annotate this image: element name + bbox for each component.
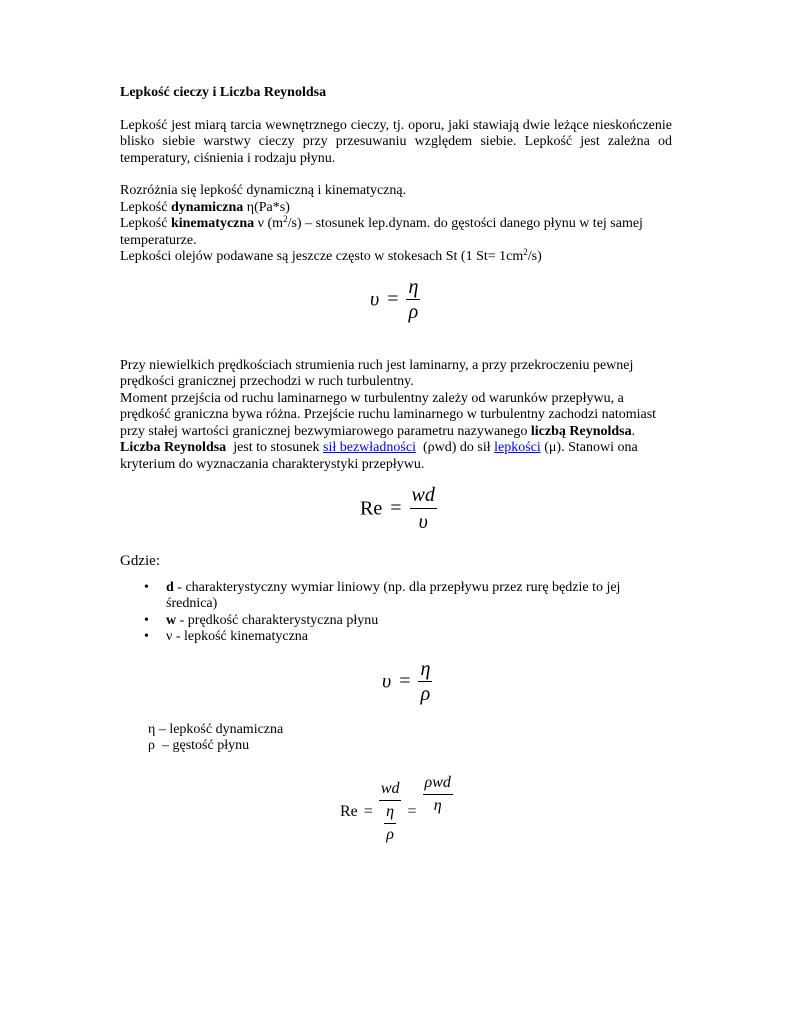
transition-end: . bbox=[631, 423, 636, 439]
formula2-eq: = bbox=[390, 497, 402, 520]
formula2-fraction bbox=[410, 483, 437, 534]
formula4-eq1: = bbox=[363, 802, 373, 820]
symbol-definitions bbox=[148, 722, 672, 755]
formula3-lhs: υ bbox=[382, 669, 392, 692]
intro-paragraph: Lepkość jest miarą tarcia wewnętrznego cieczy, tj. oporu, jaki stawiają dwie leżące nieskończenie blisko siebie warstwy cieczy przy przesuwaniu względem siebie. Lepkość jest zależna od temperatury, ciśnienia i rodzaju płynu. bbox=[120, 117, 672, 166]
formula2-den: υ bbox=[418, 511, 428, 533]
formula4-num1: wd bbox=[379, 779, 402, 801]
eta-symbol: η bbox=[246, 199, 255, 215]
kinematic-unit-close: /s) bbox=[287, 216, 302, 231]
reynolds-text1: jest to stosunek bbox=[226, 440, 324, 455]
viscosity-link[interactable]: lepkości bbox=[494, 440, 541, 455]
list-item bbox=[166, 613, 672, 630]
kinematic-unit-sup: 2 bbox=[283, 214, 288, 224]
formula1-eq: = bbox=[387, 287, 399, 310]
kinematic-rest: – stosunek lep.dynam. do gęstości danego płynu w tej samej temperaturze. bbox=[120, 216, 643, 248]
document-page bbox=[120, 85, 672, 845]
transition-text: Moment przejścia od ruchu laminarnego w turbulentny zależy od warunków przepływu, a prędkość graniczna bywa różna. Przejście ruchu laminarnego w turbulentny zachodzi natomiast przy stałej wartości granicznej bezwymiarowego parametru nazywanego bbox=[120, 390, 657, 439]
bullet-text: - prędkość charakterystyczna płynu bbox=[176, 612, 379, 628]
formula1-lhs: υ bbox=[370, 287, 380, 310]
dynamic-prefix: Lepkość bbox=[120, 199, 171, 215]
oils-sup: 2 bbox=[523, 247, 528, 257]
laminar-paragraph: Przy niewielkich prędkościach strumienia ruch jest laminarny, a przy przekroczeniu pewnej prędkości granicznej przechodzi w ruch turbulentny. bbox=[120, 357, 634, 389]
formula4-inner-num: η bbox=[384, 802, 396, 824]
formula1-num: η bbox=[408, 275, 419, 298]
bullet-text: - lepkość kinematyczna bbox=[172, 629, 309, 644]
oils-close: /s) bbox=[527, 249, 542, 264]
list-item bbox=[166, 629, 672, 646]
formula4-inner-den: ρ bbox=[386, 825, 394, 843]
kinematic-unit-open: (m bbox=[264, 216, 284, 231]
kinematic-prefix: Lepkość bbox=[120, 216, 171, 231]
spacer bbox=[120, 336, 672, 358]
formula-re-combined bbox=[120, 755, 672, 845]
formula4-right-fraction bbox=[423, 773, 453, 816]
formula-nu-eta-rho bbox=[120, 266, 672, 336]
formula3-fraction bbox=[418, 658, 432, 705]
formula4-den2: η bbox=[433, 796, 442, 814]
formula-nu-eta-rho-2 bbox=[120, 646, 672, 722]
dynamic-unit: (Pa*s) bbox=[254, 199, 290, 215]
reynolds-definition bbox=[120, 440, 672, 473]
list-item bbox=[166, 580, 672, 613]
formula4-eq2: = bbox=[407, 802, 417, 820]
spacer bbox=[120, 167, 672, 183]
formula4-outer-fraction bbox=[379, 779, 402, 845]
rho-definition: ρ – gęstość płynu bbox=[148, 738, 250, 753]
formula2-lhs: Re bbox=[360, 497, 383, 520]
bullet-symbol: d bbox=[166, 579, 174, 595]
formula2-num: wd bbox=[410, 483, 437, 509]
formula4-lhs: Re bbox=[340, 802, 358, 820]
kinematic-viscosity-line bbox=[120, 216, 672, 249]
formula4-inner-fraction bbox=[379, 801, 402, 845]
transition-bold: liczbą Reynoldsa bbox=[530, 423, 632, 439]
transition-paragraph bbox=[120, 391, 672, 441]
eta-definition: η – lepkość dynamiczna bbox=[148, 721, 284, 737]
formula4-num2: ρwd bbox=[423, 773, 453, 795]
reynolds-text2: (ρwd) do sił bbox=[415, 440, 495, 455]
kinematic-bold: kinematyczna bbox=[170, 216, 255, 231]
oils-text: Lepkości olejów podawane są jeszcze często w stokesach St (1 St= 1cm bbox=[120, 249, 524, 264]
reynolds-text3: (μ). Stanowi ona kryterium do wyznaczania charakterystyki przepływu. bbox=[120, 440, 638, 472]
inertia-forces-link[interactable]: sił bezwładności bbox=[323, 440, 416, 455]
where-label: Gdzie: bbox=[120, 553, 160, 569]
bullet-symbol: w bbox=[166, 612, 177, 628]
formula3-den: ρ bbox=[420, 682, 431, 705]
formula1-fraction bbox=[406, 276, 420, 323]
oils-line bbox=[120, 249, 672, 266]
bullet-text: - charakterystyczny wymiar liniowy (np. dla przepływu przez rurę będzie to jej średnica) bbox=[166, 579, 621, 611]
distinction-line: Rozróżnia się lepkość dynamiczną i kinematyczną. bbox=[120, 183, 407, 198]
dynamic-viscosity-line bbox=[120, 200, 672, 217]
formula-re-wd-nu bbox=[120, 473, 672, 553]
reynolds-bold: Liczba Reynoldsa bbox=[120, 440, 227, 455]
document-title: Lepkość cieczy i Liczba Reynoldsa bbox=[120, 85, 327, 100]
formula3-num: η bbox=[420, 657, 431, 680]
bullet-symbol: ν bbox=[166, 629, 173, 644]
dynamic-bold: dynamiczna bbox=[170, 199, 244, 215]
formula3-eq: = bbox=[399, 669, 411, 692]
formula1-den: ρ bbox=[408, 300, 419, 323]
nu-symbol: ν bbox=[257, 216, 264, 231]
symbol-list bbox=[120, 580, 672, 646]
